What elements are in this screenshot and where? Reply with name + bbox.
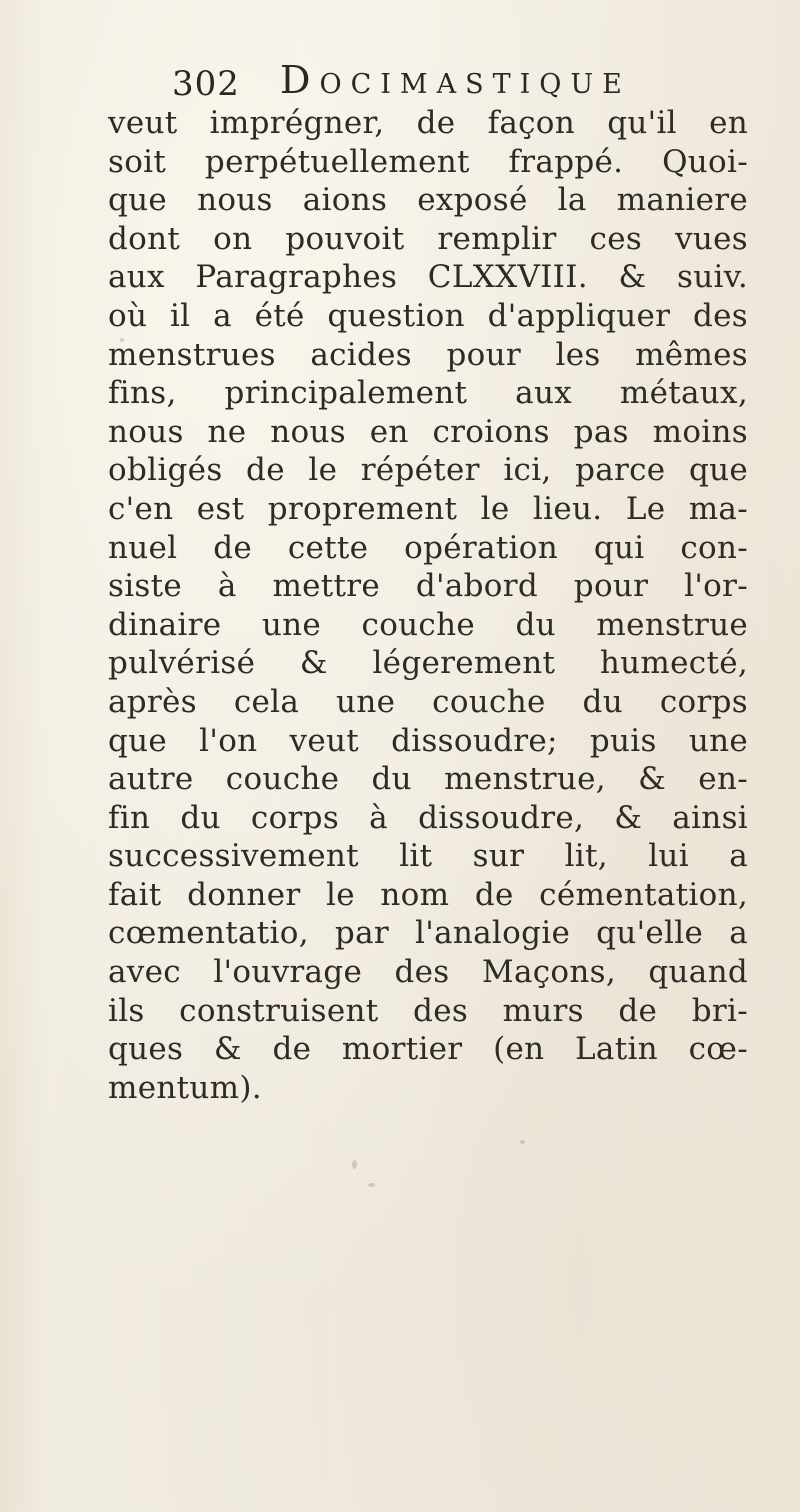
paper-speck [520, 1140, 525, 1144]
text-line: nous ne nous en croions pas moins [108, 413, 748, 450]
text-line: cœmentatio, par l'analogie qu'elle a [108, 915, 748, 952]
text-line: obligés de le répéter ici, parce que [108, 452, 748, 489]
page-header [172, 58, 692, 108]
text-line: avec l'ouvrage des Maçons, quand [108, 954, 748, 991]
text-line-last: mentum). [108, 1069, 262, 1106]
text-line: fin du corps à dissoudre, & ainsi [108, 799, 748, 836]
text-line: où il a été question d'appliquer des [108, 297, 748, 334]
text-line: pulvérisé & légerement humecté, [108, 645, 748, 682]
paper-speck [120, 338, 124, 342]
text-line: successivement lit sur lit, lui a [108, 838, 748, 875]
text-line: dont on pouvoit remplir ces vues [108, 220, 748, 257]
text-line: fins, principalement aux métaux, [108, 375, 748, 412]
text-line: veut imprégner, de façon qu'il en [108, 105, 748, 141]
text-line: après cela une couche du corps [108, 683, 748, 720]
text-line: dinaire une couche du menstrue [108, 606, 748, 643]
page-number: 302 [172, 64, 240, 104]
running-head: Docimastique [280, 58, 631, 102]
body-text [108, 104, 748, 1107]
text-line: aux Paragraphes CLXXVIII. & suiv. [108, 259, 748, 296]
text-line: nuel de cette opération qui con- [108, 529, 748, 566]
text-line: autre couche du menstrue, & en- [108, 761, 748, 798]
text-line: siste à mettre d'abord pour l'or- [108, 568, 748, 605]
text-line: que l'on veut dissoudre; puis une [108, 722, 748, 759]
text-line: que nous aions exposé la maniere [108, 182, 748, 219]
text-line: soit perpétuellement frappé. Quoi- [108, 143, 748, 180]
text-line: menstrues acides pour les mêmes [108, 336, 748, 373]
paper-speck [352, 1160, 357, 1169]
text-line: c'en est proprement le lieu. Le ma- [108, 490, 748, 527]
text-line: ils construisent des murs de bri- [108, 992, 748, 1029]
paper-speck [368, 1183, 375, 1187]
text-line: ques & de mortier (en Latin cœ- [108, 1031, 748, 1068]
text-line: fait donner le nom de cémentation, [108, 876, 748, 913]
